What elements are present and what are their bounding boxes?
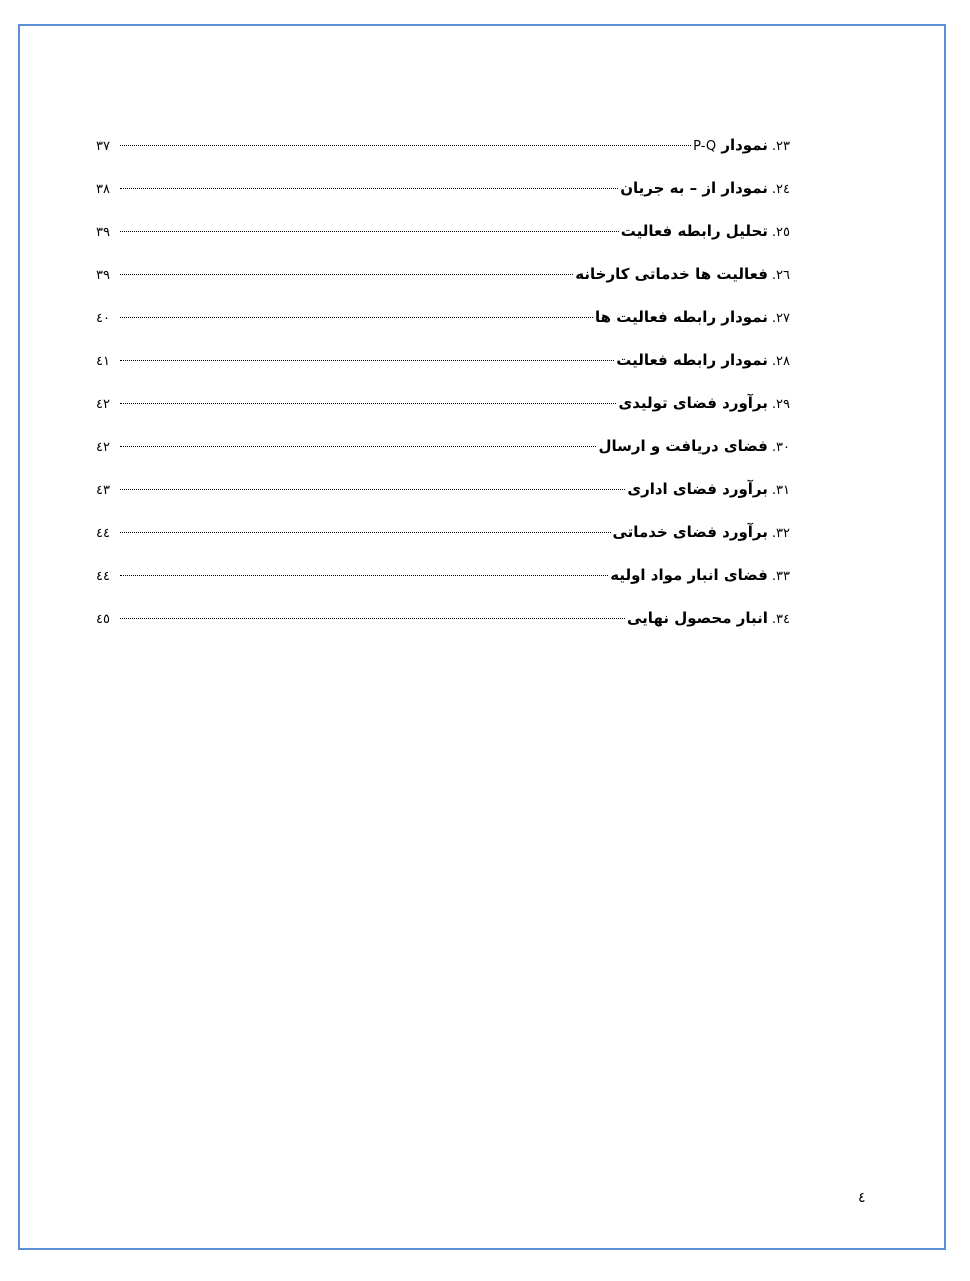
toc-entry[interactable]	[96, 167, 790, 210]
toc-entry-page: ٤۲	[96, 440, 110, 455]
toc-entry-number: ۳۳.	[771, 569, 790, 584]
toc-entry[interactable]	[96, 468, 790, 511]
toc-entry[interactable]	[96, 296, 790, 339]
toc-entry-number: ۳۱.	[771, 483, 790, 498]
toc-entry-title: نمودار P-Q	[693, 136, 768, 154]
toc-entry[interactable]	[96, 511, 790, 554]
toc-entry[interactable]	[96, 597, 790, 640]
toc-entry-page: ۳۹	[96, 268, 110, 283]
toc-entry-page: ٤۳	[96, 483, 110, 498]
toc-entry-number: ۲۳.	[771, 139, 790, 154]
toc-entry-title: برآورد فضای تولیدی	[618, 394, 768, 412]
toc-entry-page: ٤٤	[96, 526, 110, 541]
dot-leader	[120, 145, 691, 146]
toc-entry-number: ۳٤.	[771, 612, 790, 627]
toc-entry-title: فعالیت ها خدماتی کارخانه	[575, 265, 768, 283]
dot-leader	[120, 575, 608, 576]
toc-entry-title: فضای دریافت و ارسال	[598, 437, 768, 455]
dot-leader	[120, 188, 618, 189]
toc-entry-page: ۳۷	[96, 139, 110, 154]
dot-leader	[120, 274, 573, 275]
toc-entry-title: نمودار رابطه فعالیت ها	[594, 308, 768, 326]
toc-entry-number: ۲٥.	[771, 225, 790, 240]
table-of-contents	[96, 124, 790, 640]
page-number: ٤	[858, 1190, 866, 1206]
toc-entry-title: نمودار از – به جریان	[620, 179, 768, 197]
toc-entry-number: ۲۸.	[771, 354, 790, 369]
toc-entry-title: تحلیل رابطه فعالیت	[620, 222, 768, 240]
toc-entry[interactable]	[96, 210, 790, 253]
toc-entry-number: ۳۲.	[771, 526, 790, 541]
dot-leader	[120, 403, 616, 404]
toc-entry-number: ۲۷.	[771, 311, 790, 326]
toc-entry-title: فضای انبار مواد اولیه	[610, 566, 768, 584]
dot-leader	[120, 618, 625, 619]
toc-entry-title: برآورد فضای خدماتی	[612, 523, 768, 541]
dot-leader	[120, 532, 611, 533]
toc-entry-page: ٤۲	[96, 397, 110, 412]
toc-entry-title: انبار محصول نهایی	[627, 609, 768, 627]
toc-entry[interactable]	[96, 253, 790, 296]
toc-entry-title: برآورد فضای اداری	[627, 480, 768, 498]
toc-entry-number: ۲٦.	[771, 268, 790, 283]
dot-leader	[120, 231, 619, 232]
toc-entry-number: ۲٤.	[771, 182, 790, 197]
toc-entry[interactable]	[96, 554, 790, 597]
toc-entry[interactable]	[96, 339, 790, 382]
toc-entry-page: ۳۸	[96, 182, 110, 197]
dot-leader	[120, 489, 625, 490]
toc-entry-page: ٤۱	[96, 354, 110, 369]
toc-entry-number: ۳۰.	[771, 440, 790, 455]
toc-entry-number: ۲۹.	[771, 397, 790, 412]
toc-entry-page: ٤٤	[96, 569, 110, 584]
dot-leader	[120, 360, 614, 361]
toc-entry-title: نمودار رابطه فعالیت	[616, 351, 768, 369]
dot-leader	[120, 317, 593, 318]
toc-entry[interactable]	[96, 382, 790, 425]
toc-entry[interactable]	[96, 425, 790, 468]
toc-entry-title-latin: P-Q	[693, 139, 717, 154]
toc-entry[interactable]	[96, 124, 790, 167]
toc-entry-page: ۳۹	[96, 225, 110, 240]
toc-entry-page: ٤٥	[96, 612, 110, 627]
dot-leader	[120, 446, 596, 447]
toc-entry-page: ٤۰	[96, 311, 110, 326]
